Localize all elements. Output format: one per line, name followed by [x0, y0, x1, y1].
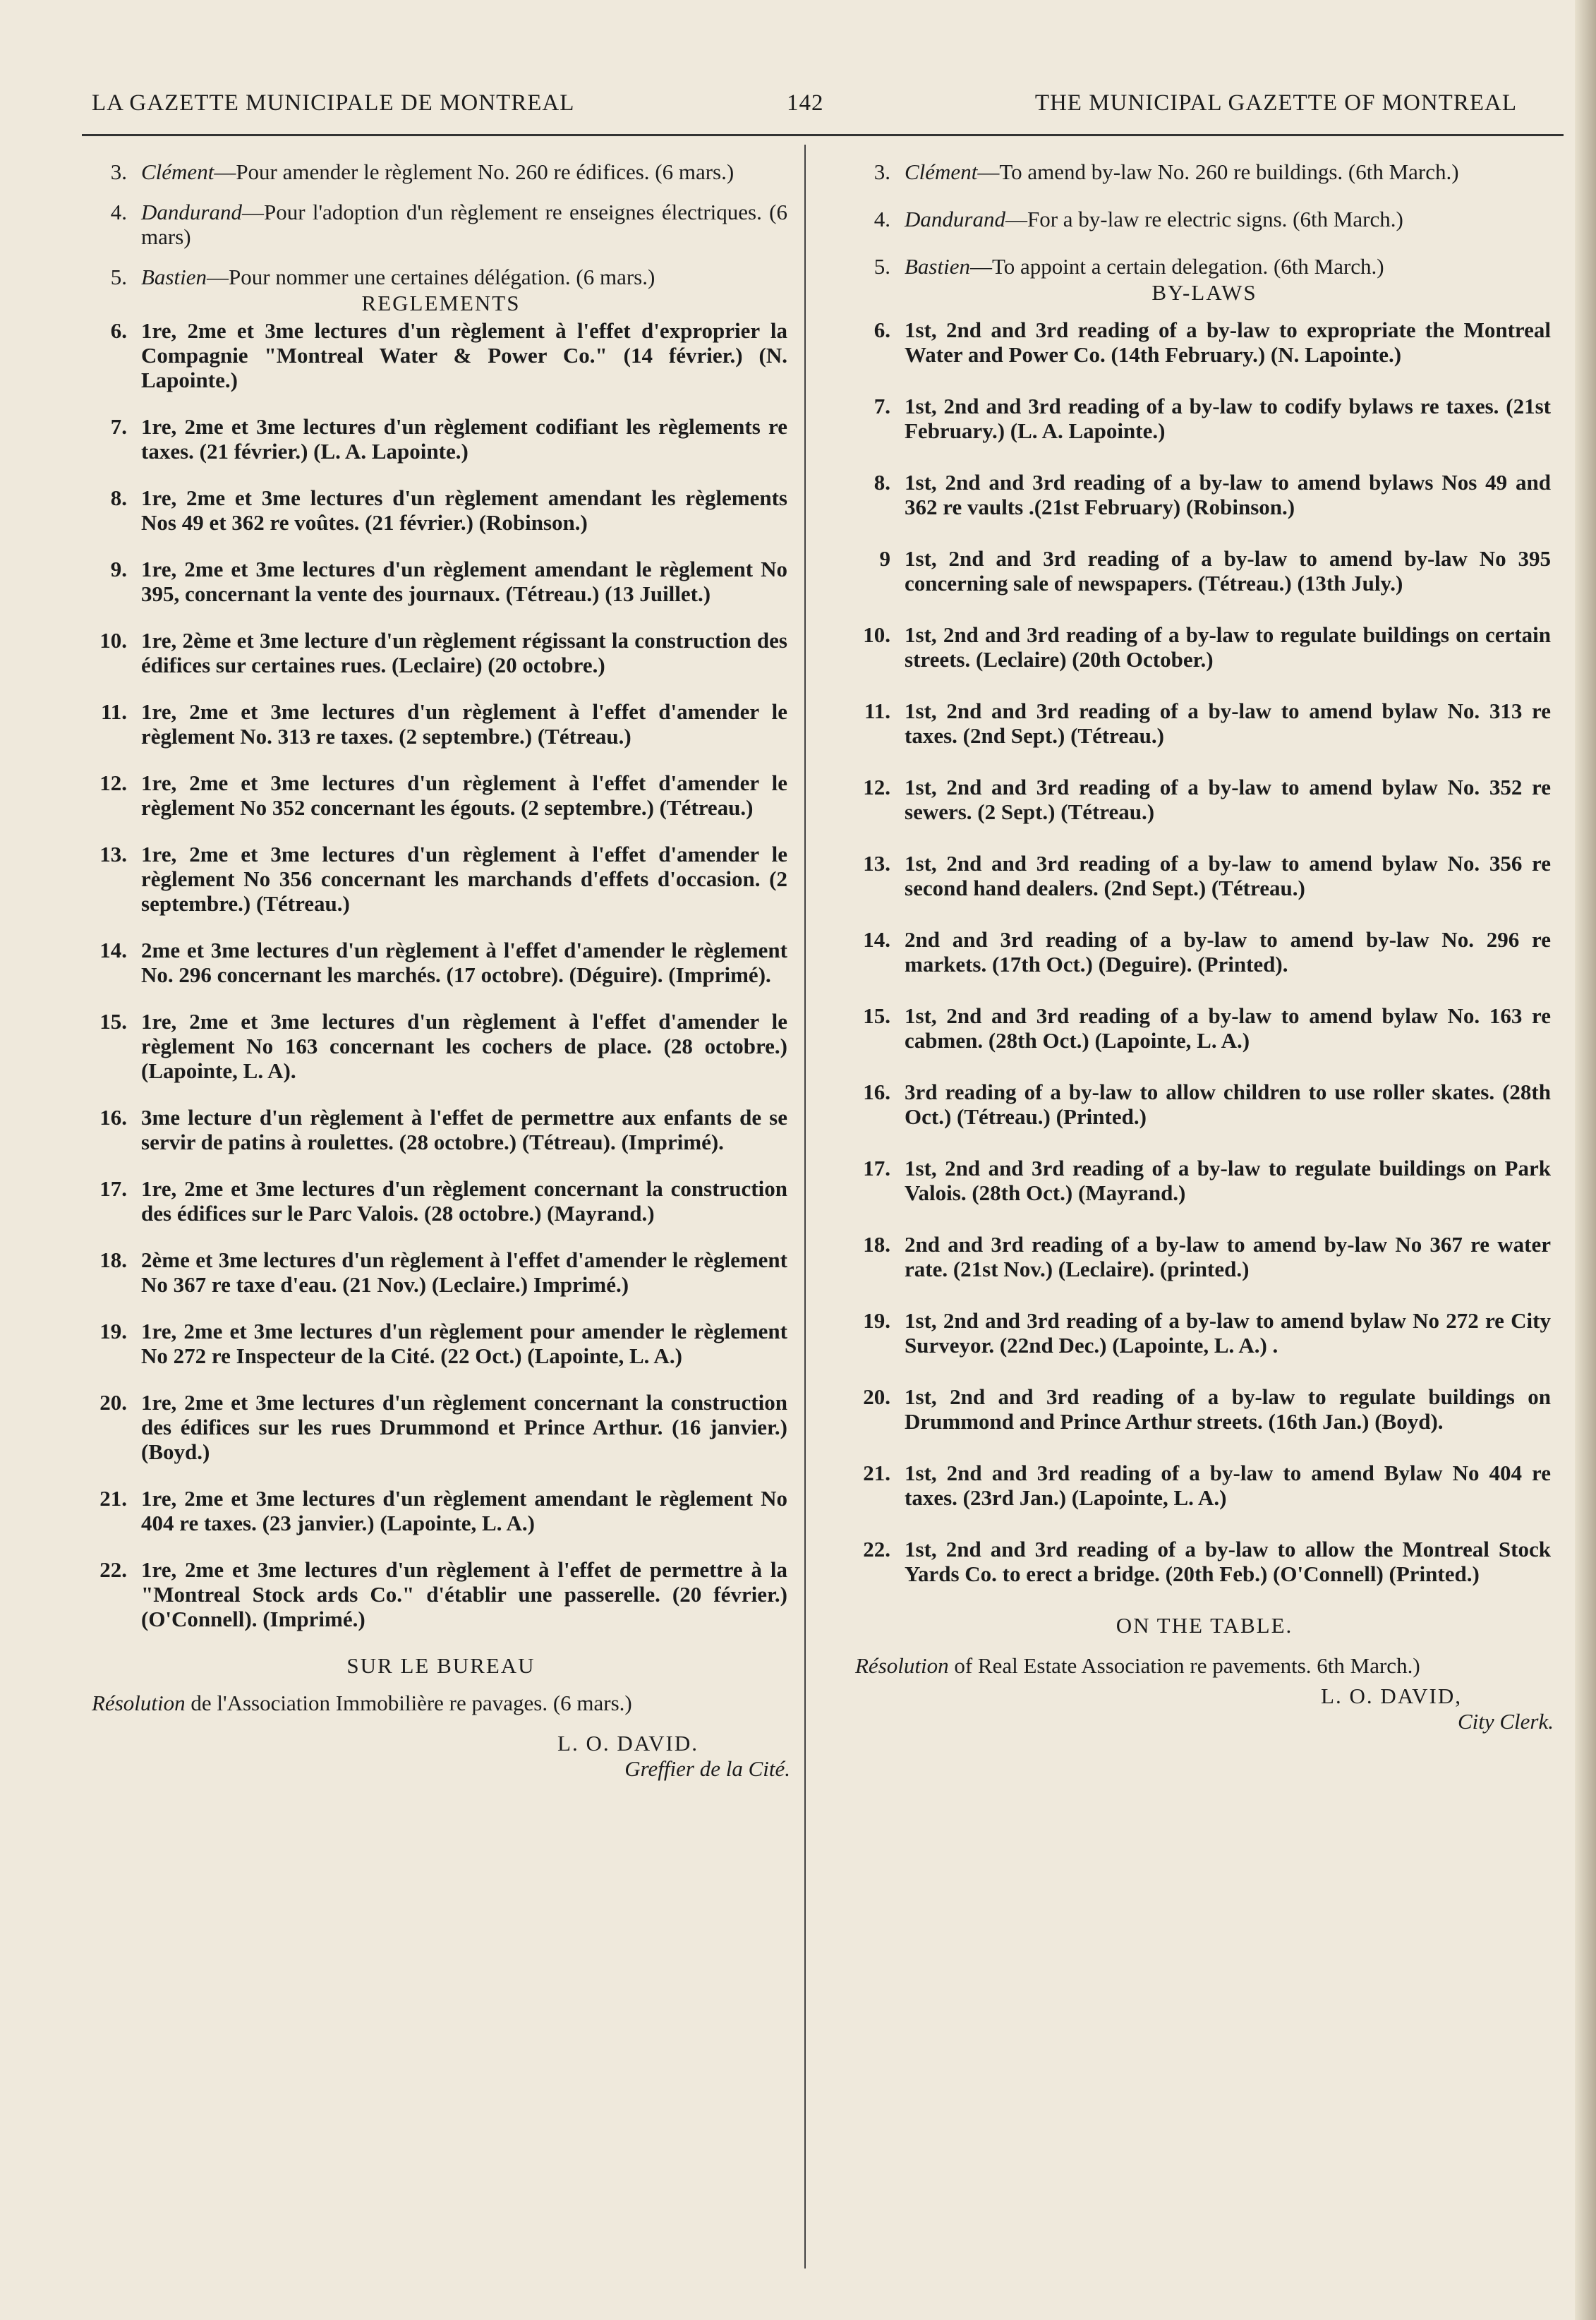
item-number: 13.	[99, 842, 127, 866]
item-number: 8.	[110, 485, 127, 510]
column-separator	[804, 145, 806, 2268]
item-text: 1re, 2me et 3me lectures d'un règlement à l'effet d'amender le règlement No. 313 re taxes. (2 septembre.) (Tétreau.)	[141, 699, 787, 749]
item-text: 1re, 2me et 3me lectures d'un règlement à l'effet d'amender le règlement No 163 concernant les cochers de place. (28 octobre.) (Lapointe, L. A).	[141, 1009, 787, 1083]
bylaw-item	[855, 1232, 1554, 1281]
bylaw-item	[92, 938, 790, 987]
item-number: 20.	[863, 1384, 890, 1409]
bylaw-item	[92, 1105, 790, 1154]
item-number: 10.	[863, 622, 890, 647]
bylaw-item	[855, 470, 1554, 519]
item-number: 11.	[864, 699, 890, 723]
header-english-title: THE MUNICIPAL GAZETTE OF MONTREAL	[1034, 90, 1517, 116]
bylaw-item	[92, 1557, 790, 1631]
bylaw-item	[92, 1247, 790, 1297]
page-number: 142	[787, 90, 824, 116]
item-text: 2me et 3me lectures d'un règlement à l'effet d'amender le règlement No. 296 concernant les marchés. (17 octobre). (Déguire). (Imprimé).	[141, 938, 787, 987]
item-number: 15.	[863, 1003, 890, 1028]
signature-role: Greffier de la Cité.	[624, 1756, 790, 1781]
signature-name: L. O. DAVID.	[557, 1731, 699, 1756]
signature-name: L. O. DAVID,	[1321, 1684, 1462, 1708]
item-text: 1st, 2nd and 3rd reading of a by-law to expropriate the Montreal Water and Power Co. (14th February.) (N. Lapointe.)	[905, 318, 1551, 367]
item-text: 1re, 2me et 3me lectures d'un règlement à l'effet de permettre à la "Montreal Stock ards Co." d'établir une passerelle. (20 février.) (O'Connell). (Imprimé.)	[141, 1557, 787, 1631]
item-number: 11.	[100, 699, 127, 724]
item-text: 1st, 2nd and 3rd reading of a by-law to amend bylaws Nos 49 and 362 re vaults .(21st February) (Robinson.)	[905, 470, 1551, 519]
bylaw-item	[92, 771, 790, 820]
table-heading: ON THE TABLE.	[1116, 1613, 1293, 1638]
item-number: 19.	[863, 1308, 890, 1333]
bylaw-list-fr	[92, 318, 790, 1631]
bylaw-item	[855, 622, 1554, 672]
bylaw-list-en	[855, 318, 1554, 1586]
item-text: 1st, 2nd and 3rd reading of a by-law to amend bylaw No 272 re City Surveyor. (22nd Dec.) (Lapointe, L. A.) .	[905, 1308, 1551, 1358]
item-number: 20.	[99, 1390, 127, 1415]
resolution: Résolution of Real Estate Association re pavements. 6th March.)	[855, 1653, 1420, 1678]
item-number: 19.	[99, 1319, 127, 1343]
list-item: 5. Bastien—Pour nommer une certaines délégation. (6 mars.)	[110, 265, 655, 289]
item-number: 9.	[110, 557, 127, 581]
list-item: 5. Bastien—To appoint a certain delegation. (6th March.)	[873, 254, 1384, 279]
item-text: 1re, 2me et 3me lectures d'un règlement à l'effet d'amender le règlement No 356 concernant les marchands d'effets d'occasion. (2 septembre.) (Tétreau.)	[141, 842, 787, 916]
bylaw-item	[92, 557, 790, 606]
item-text: 1re, 2me et 3me lectures d'un règlement à l'effet d'exproprier la Compagnie "Montreal Water & Power Co." (14 février.) (N. Lapointe.)	[141, 318, 787, 392]
signature	[92, 1731, 790, 1782]
header-french-title: LA GAZETTE MUNICIPALE DE MONTREAL	[92, 90, 575, 116]
bylaw-item	[855, 927, 1554, 977]
bylaw-item	[92, 1390, 790, 1464]
item-text: 1re, 2me et 3me lectures d'un règlement pour amender le règlement No 272 re Inspecteur de la Cité. (22 Oct.) (Lapointe, L. A.)	[141, 1319, 787, 1368]
item-text: 3rd reading of a by-law to allow children to use roller skates. (28th Oct.) (Tétreau.) (Printed.)	[905, 1080, 1551, 1129]
bylaw-item	[92, 699, 790, 749]
item-text: 1re, 2me et 3me lectures d'un règlement concernant la construction des édifices sur les rues Drummond et Prince Arthur. (16 janvier.) (Boyd.)	[141, 1390, 787, 1464]
bylaw-item	[92, 414, 790, 464]
bylaw-item	[855, 1537, 1554, 1586]
bylaw-item	[855, 1461, 1554, 1510]
item-text: 1re, 2me et 3me lectures d'un règlement amendant les règlements Nos 49 et 362 re voûtes. (21 février.) (Robinson.)	[141, 485, 787, 535]
item-number: 10.	[99, 628, 127, 653]
running-header	[92, 90, 1517, 126]
item-number: 18.	[863, 1232, 890, 1257]
signature	[855, 1684, 1554, 1734]
item-number: 9	[879, 546, 890, 571]
item-number: 13.	[863, 851, 890, 876]
item-text: 1st, 2nd and 3rd reading of a by-law to regulate buildings on Drummond and Prince Arthur streets. (16th Jan.) (Boyd).	[905, 1384, 1551, 1434]
bylaw-item	[92, 842, 790, 916]
list-item: 4. Dandurand—For a by-law re electric signs. (6th March.)	[873, 207, 1403, 231]
bylaw-item	[92, 485, 790, 535]
item-text: 1st, 2nd and 3rd reading of a by-law to amend Bylaw No 404 re taxes. (23rd Jan.) (Lapointe, L. A.)	[905, 1461, 1551, 1510]
item-number: 21.	[863, 1461, 890, 1485]
list-item: 3. Clément—Pour amender le règlement No. 260 re édifices. (6 mars.)	[110, 159, 734, 184]
bylaw-item	[855, 775, 1554, 824]
list-item: 4. Dandurand—Pour l'adoption d'un règlement re enseignes électriques. (6 mars)	[110, 200, 787, 249]
item-text: 1st, 2nd and 3rd reading of a by-law to amend bylaw No. 313 re taxes. (2nd Sept.) (Tétreau.)	[905, 699, 1551, 748]
item-number: 16.	[99, 1105, 127, 1130]
item-text: 1re, 2ème et 3me lecture d'un règlement régissant la construction des édifices sur certaines rues. (Leclaire) (20 octobre.)	[141, 628, 787, 677]
bylaw-item	[855, 1308, 1554, 1358]
item-text: 1re, 2me et 3me lectures d'un règlement concernant la construction des édifices sur le Parc Valois. (28 octobre.) (Mayrand.)	[141, 1176, 787, 1226]
item-number: 18.	[99, 1247, 127, 1272]
item-number: 7.	[873, 394, 890, 418]
item-number: 6.	[110, 318, 127, 343]
list-item: 3. Clément—To amend by-law No. 260 re buildings. (6th March.)	[873, 159, 1459, 184]
bylaw-item	[855, 318, 1554, 367]
item-number: 8.	[873, 470, 890, 495]
section-heading: REGLEMENTS	[361, 291, 521, 315]
bylaw-item	[92, 628, 790, 677]
item-text: 1st, 2nd and 3rd reading of a by-law to regulate buildings on certain streets. (Leclaire) (20th October.)	[905, 622, 1551, 672]
bylaw-item	[92, 318, 790, 392]
french-column	[92, 159, 790, 1782]
english-column	[855, 159, 1554, 1734]
item-text: 1st, 2nd and 3rd reading of a by-law to amend bylaw No. 352 re sewers. (2 Sept.) (Tétreau.)	[905, 775, 1551, 824]
item-number: 14.	[863, 927, 890, 952]
item-text: 1re, 2me et 3me lectures d'un règlement à l'effet d'amender le règlement No 352 concernant les égouts. (2 septembre.) (Tétreau.)	[141, 771, 787, 820]
item-number: 12.	[99, 771, 127, 795]
bylaw-item	[855, 1156, 1554, 1205]
item-text: 1st, 2nd and 3rd reading of a by-law to allow the Montreal Stock Yards Co. to erect a bridge. (20th Feb.) (O'Connell) (Printed.)	[905, 1537, 1551, 1586]
item-text: 1st, 2nd and 3rd reading of a by-law to amend bylaw No. 356 re second hand dealers. (2nd Sept.) (Tétreau.)	[905, 851, 1551, 900]
item-text: 2nd and 3rd reading of a by-law to amend by-law No 367 re water rate. (21st Nov.) (Leclaire). (printed.)	[905, 1232, 1551, 1281]
item-number: 6.	[873, 318, 890, 342]
bylaw-item	[855, 1003, 1554, 1053]
header-rule	[82, 134, 1564, 136]
item-number: 22.	[99, 1557, 127, 1582]
bylaw-item	[92, 1176, 790, 1226]
bylaw-item	[855, 1080, 1554, 1129]
item-number: 12.	[863, 775, 890, 799]
bylaw-item	[855, 699, 1554, 748]
item-number: 7.	[110, 414, 127, 439]
item-number: 14.	[99, 938, 127, 962]
bylaw-item	[92, 1319, 790, 1368]
item-number: 21.	[99, 1486, 127, 1511]
section-heading: BY-LAWS	[1151, 280, 1257, 305]
item-number: 17.	[863, 1156, 890, 1180]
signature-role: City Clerk.	[1457, 1709, 1554, 1734]
bylaw-item	[855, 851, 1554, 900]
item-text: 3me lecture d'un règlement à l'effet de permettre aux enfants de se servir de patins à roulettes. (28 octobre.) (Tétreau). (Imprimé).	[141, 1105, 787, 1154]
bylaw-item	[92, 1009, 790, 1083]
item-number: 16.	[863, 1080, 890, 1104]
item-text: 1re, 2me et 3me lectures d'un règlement codifiant les règlements re taxes. (21 février.) (L. A. Lapointe.)	[141, 414, 787, 464]
bylaw-item	[855, 546, 1554, 596]
item-number: 22.	[863, 1537, 890, 1561]
item-text: 2nd and 3rd reading of a by-law to amend by-law No. 296 re markets. (17th Oct.) (Deguire). (Printed).	[905, 927, 1551, 977]
page-edge-shadow	[1575, 0, 1596, 2320]
table-heading: SUR LE BUREAU	[346, 1653, 536, 1678]
item-text: 1st, 2nd and 3rd reading of a by-law to codify bylaws re taxes. (21st February.) (L. A. Lapointe.)	[905, 394, 1551, 443]
item-number: 15.	[99, 1009, 127, 1034]
item-text: 1st, 2nd and 3rd reading of a by-law to amend bylaw No. 163 re cabmen. (28th Oct.) (Lapointe, L. A.)	[905, 1003, 1551, 1053]
resolution: Résolution de l'Association Immobilière re pavages. (6 mars.)	[92, 1691, 632, 1715]
item-text: 2ème et 3me lectures d'un règlement à l'effet d'amender le règlement No 367 re taxe d'eau. (21 Nov.) (Leclaire.) Imprimé.)	[141, 1247, 787, 1297]
item-text: 1st, 2nd and 3rd reading of a by-law to regulate buildings on Park Valois. (28th Oct.) (Mayrand.)	[905, 1156, 1551, 1205]
item-number: 17.	[99, 1176, 127, 1201]
bylaw-item	[855, 394, 1554, 443]
item-text: 1st, 2nd and 3rd reading of a by-law to amend by-law No 395 concerning sale of newspapers. (Tétreau.) (13th July.)	[905, 546, 1551, 596]
item-text: 1re, 2me et 3me lectures d'un règlement amendant le règlement No 404 re taxes. (23 janvier.) (Lapointe, L. A.)	[141, 1486, 787, 1535]
bylaw-item	[855, 1384, 1554, 1434]
bylaw-item	[92, 1486, 790, 1535]
item-text: 1re, 2me et 3me lectures d'un règlement amendant le règlement No 395, concernant la vente des journaux. (Tétreau.) (13 Juillet.)	[141, 557, 787, 606]
